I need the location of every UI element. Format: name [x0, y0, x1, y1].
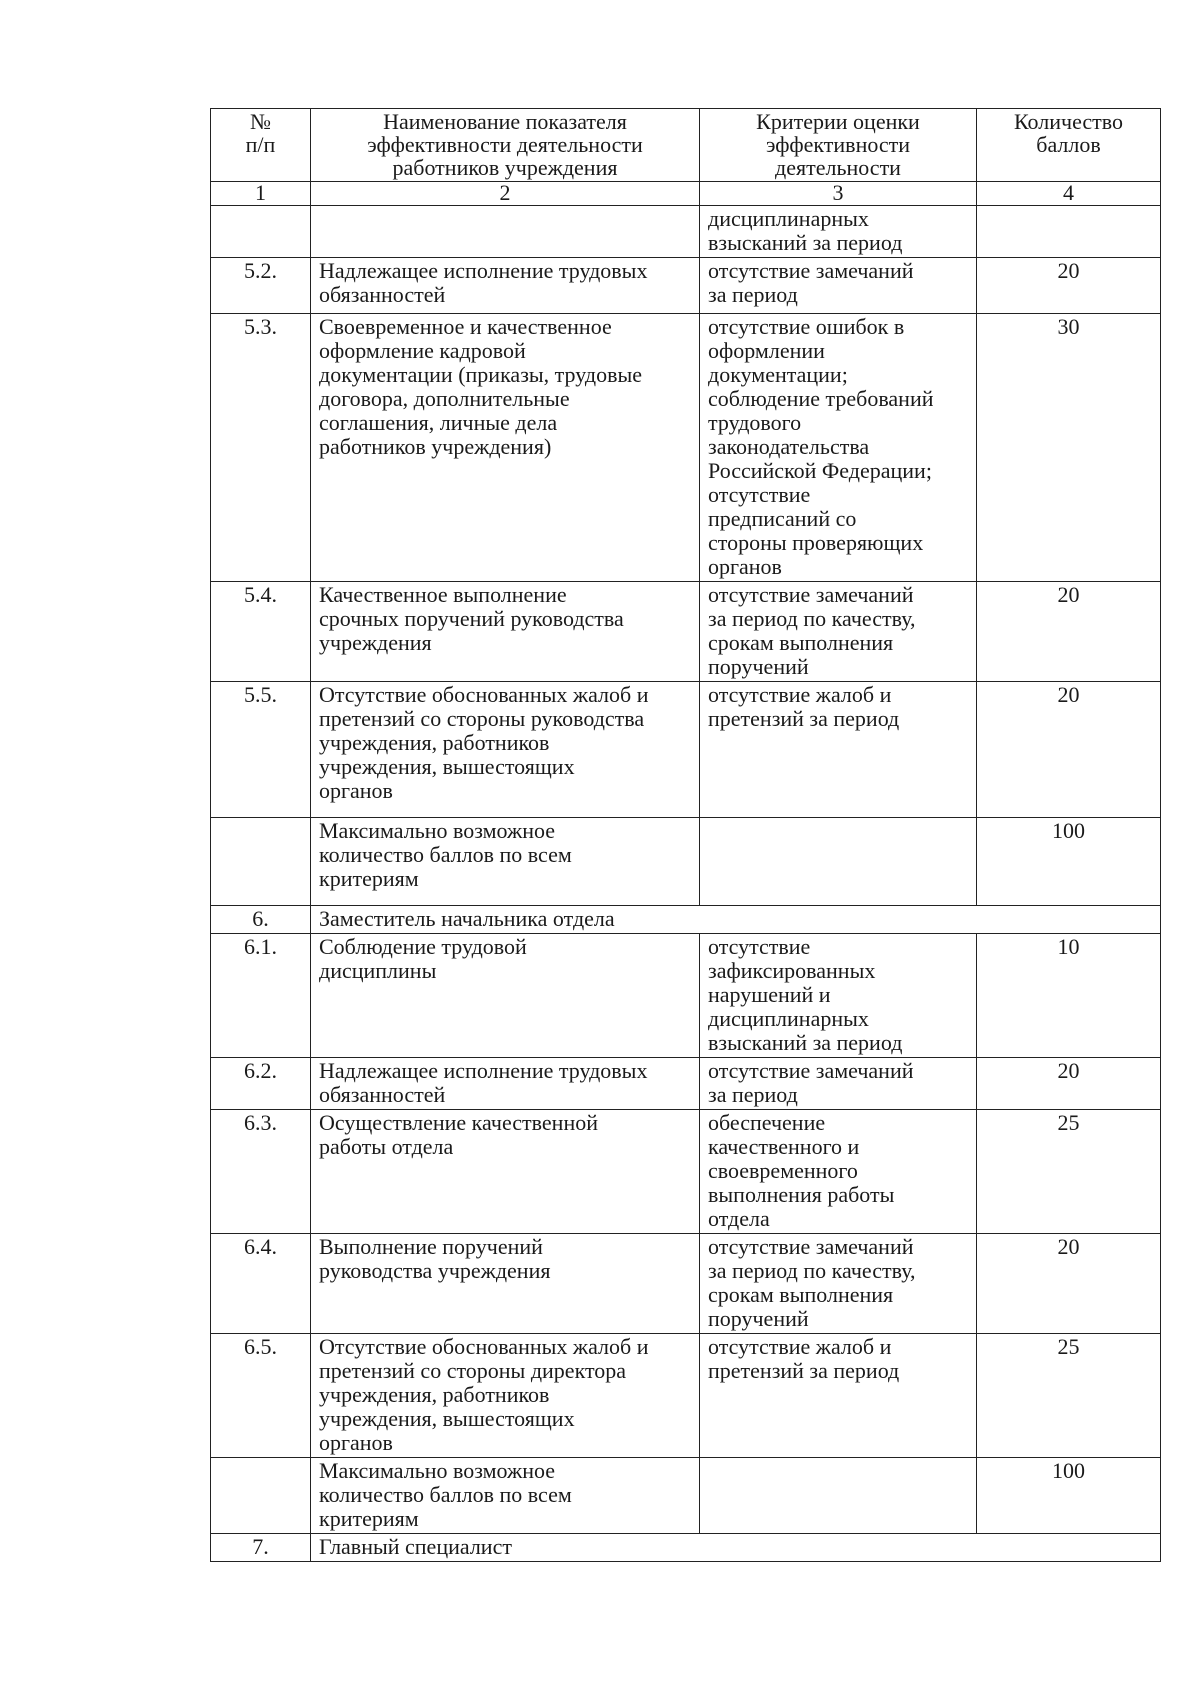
section-title: Главный специалист	[311, 1534, 1161, 1562]
header-number: № п/п	[211, 109, 311, 182]
header-points: Количество баллов	[977, 109, 1161, 182]
row-indicator: Качественное выполнение срочных поручений руководства учреждения	[311, 582, 700, 682]
row-points	[977, 206, 1161, 258]
row-number: 6.1.	[211, 934, 311, 1058]
column-index: 4	[977, 182, 1161, 206]
row-points: 10	[977, 934, 1161, 1058]
row-points: 20	[977, 1234, 1161, 1334]
header-indicator: Наименование показателя эффективности деятельности работников учреждения	[311, 109, 700, 182]
row-criteria: обеспечение качественного и своевременного выполнения работы отдела	[700, 1110, 977, 1234]
row-points: 20	[977, 258, 1161, 314]
table-row	[211, 1058, 1161, 1110]
column-index-row	[211, 182, 1161, 206]
section-number: 7.	[211, 1534, 311, 1562]
row-points: 20	[977, 582, 1161, 682]
table-row	[211, 314, 1161, 582]
row-points: 30	[977, 314, 1161, 582]
row-points: 20	[977, 1058, 1161, 1110]
table-row	[211, 1334, 1161, 1458]
table-row	[211, 1234, 1161, 1334]
row-number	[211, 818, 311, 906]
column-index: 3	[700, 182, 977, 206]
table-row-total	[211, 818, 1161, 906]
row-indicator: Надлежащее исполнение трудовых обязанностей	[311, 1058, 700, 1110]
row-indicator	[311, 206, 700, 258]
row-number: 5.5.	[211, 682, 311, 818]
table-row	[211, 582, 1161, 682]
table-row	[211, 206, 1161, 258]
table-header-row	[211, 109, 1161, 182]
row-number: 5.3.	[211, 314, 311, 582]
row-criteria: отсутствие жалоб и претензий за период	[700, 1334, 977, 1458]
row-indicator: Отсутствие обоснованных жалоб и претензий со стороны директора учреждения, работников учреждения, вышестоящих органов	[311, 1334, 700, 1458]
table-row	[211, 682, 1161, 818]
row-indicator: Своевременное и качественное оформление кадровой документации (приказы, трудовые договора, дополнительные соглашения, личные дела работников учреждения)	[311, 314, 700, 582]
row-criteria: отсутствие зафиксированных нарушений и дисциплинарных взысканий за период	[700, 934, 977, 1058]
row-indicator: Максимально возможное количество баллов по всем критериям	[311, 1458, 700, 1534]
row-number: 6.2.	[211, 1058, 311, 1110]
row-points: 20	[977, 682, 1161, 818]
row-number	[211, 206, 311, 258]
row-criteria: отсутствие замечаний за период	[700, 1058, 977, 1110]
row-number: 5.4.	[211, 582, 311, 682]
row-number: 6.3.	[211, 1110, 311, 1234]
row-indicator: Выполнение поручений руководства учреждения	[311, 1234, 700, 1334]
table-row	[211, 1110, 1161, 1234]
table-row-total	[211, 1458, 1161, 1534]
criteria-table	[210, 108, 1161, 1562]
row-criteria: отсутствие замечаний за период	[700, 258, 977, 314]
table-row	[211, 934, 1161, 1058]
row-indicator: Максимально возможное количество баллов по всем критериям	[311, 818, 700, 906]
row-criteria: отсутствие ошибок в оформлении документации; соблюдение требований трудового законодательства Российской Федерации; отсутствие предписаний со стороны проверяющих органов	[700, 314, 977, 582]
row-criteria: отсутствие замечаний за период по качеству, срокам выполнения поручений	[700, 1234, 977, 1334]
row-criteria	[700, 1458, 977, 1534]
row-indicator: Соблюдение трудовой дисциплины	[311, 934, 700, 1058]
section-title: Заместитель начальника отдела	[311, 906, 1161, 934]
row-points: 25	[977, 1110, 1161, 1234]
section-number: 6.	[211, 906, 311, 934]
row-criteria: дисциплинарных взысканий за период	[700, 206, 977, 258]
column-index: 2	[311, 182, 700, 206]
row-points: 100	[977, 1458, 1161, 1534]
row-indicator: Отсутствие обоснованных жалоб и претензий со стороны руководства учреждения, работников учреждения, вышестоящих органов	[311, 682, 700, 818]
row-number	[211, 1458, 311, 1534]
row-number: 6.4.	[211, 1234, 311, 1334]
row-indicator: Надлежащее исполнение трудовых обязанностей	[311, 258, 700, 314]
header-criteria: Критерии оценки эффективности деятельности	[700, 109, 977, 182]
row-criteria: отсутствие жалоб и претензий за период	[700, 682, 977, 818]
row-number: 6.5.	[211, 1334, 311, 1458]
section-row	[211, 906, 1161, 934]
column-index: 1	[211, 182, 311, 206]
row-points: 25	[977, 1334, 1161, 1458]
section-row	[211, 1534, 1161, 1562]
row-points: 100	[977, 818, 1161, 906]
row-criteria: отсутствие замечаний за период по качеству, срокам выполнения поручений	[700, 582, 977, 682]
row-criteria	[700, 818, 977, 906]
row-indicator: Осуществление качественной работы отдела	[311, 1110, 700, 1234]
table-row	[211, 258, 1161, 314]
row-number: 5.2.	[211, 258, 311, 314]
